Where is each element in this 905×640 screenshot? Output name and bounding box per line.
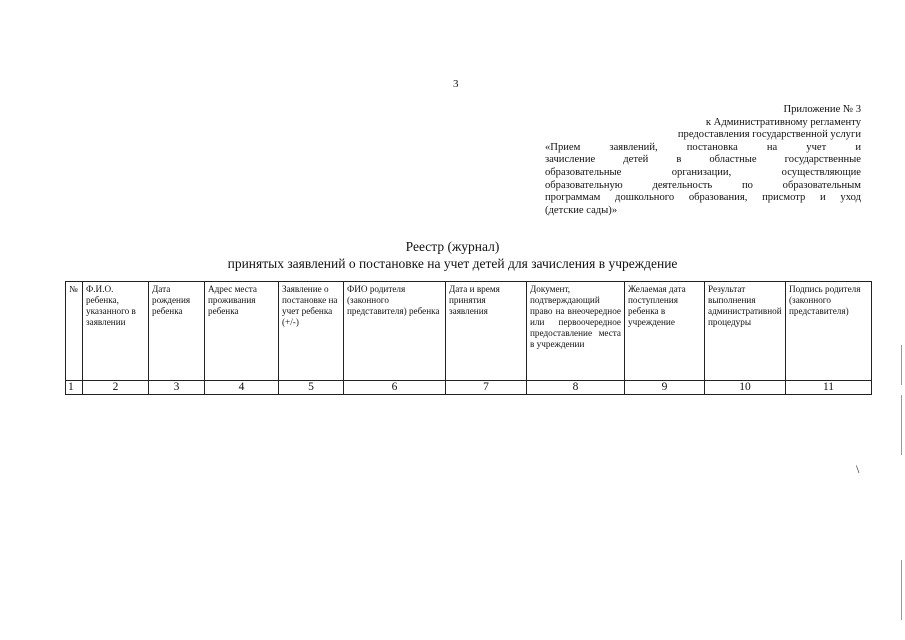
column-number: 10 [705, 381, 786, 395]
appendix-line: зачисление детей в областные государственные [545, 154, 861, 166]
header-cell-application: Заявление о постановке на учет ребенка (+/-) [279, 282, 344, 381]
registry-table [65, 281, 872, 395]
appendix-line: образовательную деятельность по образовательным [545, 179, 861, 191]
margin-mark: \ [856, 462, 860, 476]
header-cell-procedure-result: Результат выполнения административной процедуры [705, 282, 786, 381]
column-number: 9 [625, 381, 705, 395]
scan-edge-line [901, 395, 902, 455]
appendix-line: к Административному регламенту [705, 116, 861, 128]
header-cell-parent-signature: Подпись родителя (законного представителя) [786, 282, 872, 381]
column-number: 4 [205, 381, 279, 395]
appendix-line: образовательные организации, осуществляющие [545, 166, 861, 178]
column-number: 8 [527, 381, 625, 395]
header-cell-parent-name: ФИО родителя (законного представителя) ребенка [344, 282, 446, 381]
scan-edge-line [901, 345, 902, 385]
column-number: 2 [83, 381, 149, 395]
appendix-line: (детские сады)» [545, 204, 618, 216]
column-number: 5 [279, 381, 344, 395]
column-number: 11 [786, 381, 872, 395]
header-cell-accept-datetime: Дата и время принятия заявления [446, 282, 527, 381]
appendix-line: предоставления государственной услуги [677, 129, 861, 141]
header-cell-desired-date: Желаемая дата поступления ребенка в учреждение [625, 282, 705, 381]
appendix-block [545, 104, 861, 217]
header-cell-birth-date: Дата рождения ребенка [149, 282, 205, 381]
header-row [66, 282, 872, 381]
scan-edge-line [901, 560, 902, 620]
column-number: 6 [344, 381, 446, 395]
header-cell-number: № [66, 282, 83, 381]
registry-subtitle: принятых заявлений о постановке на учет детей для зачисления в учреждение [227, 256, 678, 271]
column-number: 7 [446, 381, 527, 395]
appendix-line: Приложение № 3 [783, 104, 861, 115]
appendix-line: программам дошкольного образования, присмотр и уход [545, 192, 861, 204]
column-number-row [66, 381, 872, 395]
header-cell-address: Адрес места проживания ребенка [205, 282, 279, 381]
column-number: 1 [66, 381, 83, 395]
header-cell-priority-document: Документ, подтверждающий право на внеочередное или первоочередное предоставление места в учреждении [527, 282, 625, 381]
column-number: 3 [149, 381, 205, 395]
header-cell-child-name: Ф.И.О. ребенка, указанного в заявлении [83, 282, 149, 381]
appendix-line: «Прием заявлений, постановка на учет и [545, 141, 861, 153]
page-number: 3 [453, 78, 459, 90]
registry-title: Реестр (журнал) [405, 239, 500, 254]
